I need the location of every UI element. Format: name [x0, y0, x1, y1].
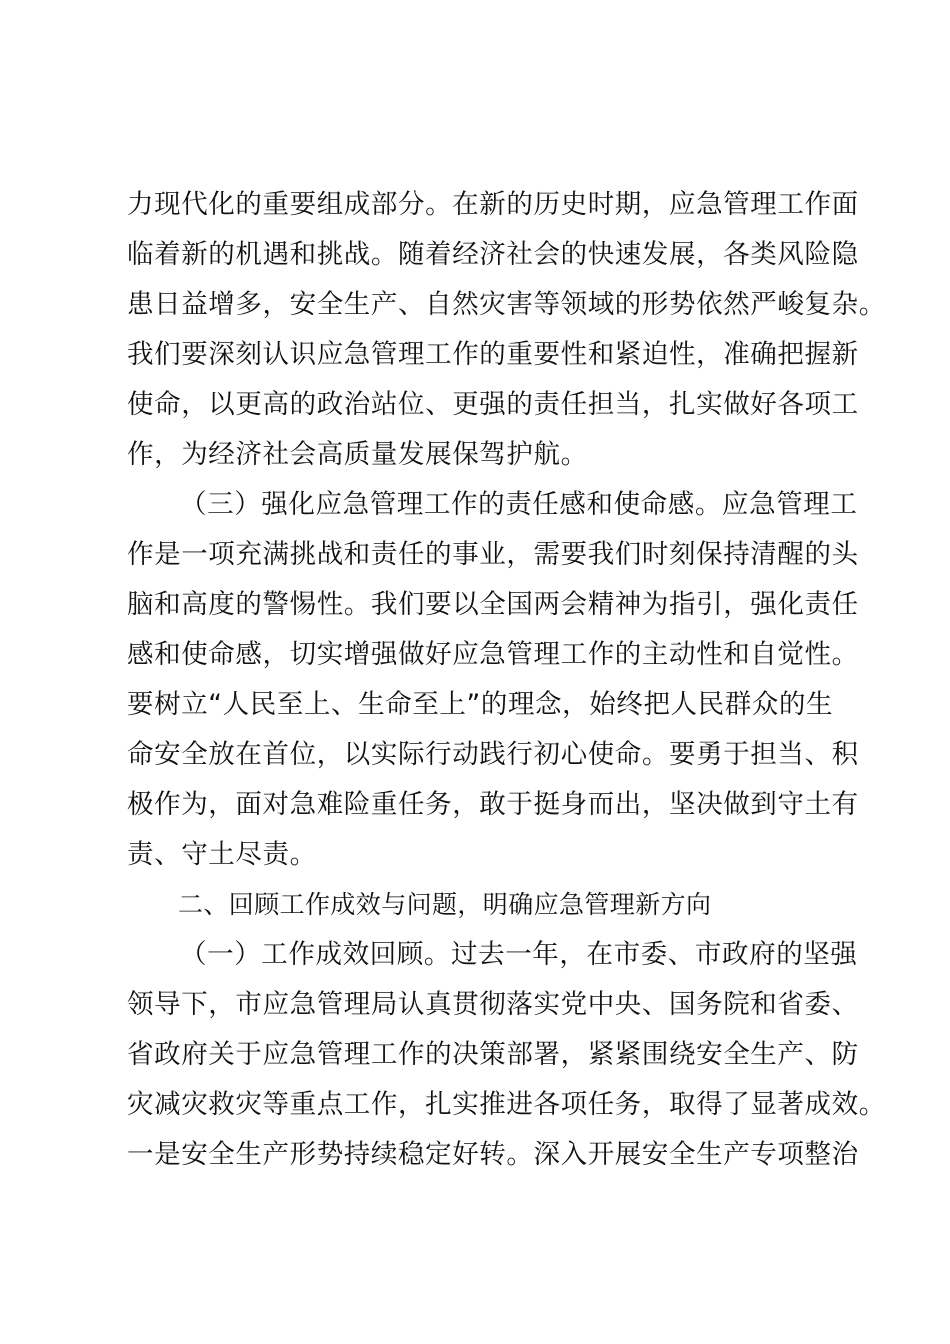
text-line-10: 感和使命感，切实增强做好应急管理工作的主动性和自觉性。	[127, 639, 859, 670]
text-line-20: 一是安全生产形势持续稳定好转。深入开展安全生产专项整治	[127, 1139, 859, 1170]
text-line-11: 要树立“人民至上、生命至上”的理念，始终把人民群众的生	[127, 689, 834, 720]
section-2-heading: 二、回顾工作成效与问题，明确应急管理新方向	[178, 890, 712, 919]
text-line-2: 临着新的机遇和挑战。随着经济社会的快速发展，各类风险隐	[127, 239, 859, 270]
text-line-5: 使命，以更高的政治站位、更强的责任担当，扎实做好各项工	[127, 389, 859, 420]
text-line-17: 领导下，市应急管理局认真贯彻落实党中央、国务院和省委、	[127, 989, 859, 1020]
text-line-18: 省政府关于应急管理工作的决策部署，紧紧围绕安全生产、防	[127, 1039, 859, 1070]
text-line-8: 作是一项充满挑战和责任的事业，需要我们时刻保持清醒的头	[127, 539, 859, 570]
text-line-9: 脑和高度的警惕性。我们要以全国两会精神为指引，强化责任	[127, 589, 859, 620]
text-line-13: 极作为，面对急难险重任务，敢于挺身而出，坚决做到守土有	[127, 789, 859, 820]
section-1-heading-line: （一）工作成效回顾。过去一年，在市委、市政府的坚强	[180, 939, 858, 970]
text-line-19: 灾减灾救灾等重点工作，扎实推进各项任务，取得了显著成效。	[127, 1089, 886, 1120]
text-line-3: 患日益增多，安全生产、自然灾害等领域的形势依然严峻复杂。	[127, 289, 886, 320]
text-line-14: 责、守土尽责。	[127, 839, 317, 870]
text-line-1: 力现代化的重要组成部分。在新的历史时期，应急管理工作面	[127, 189, 859, 220]
text-line-12: 命安全放在首位，以实际行动践行初心使命。要勇于担当、积	[127, 739, 859, 770]
section-3-heading-line: （三）强化应急管理工作的责任感和使命感。应急管理工	[180, 489, 858, 520]
text-line-6: 作，为经济社会高质量发展保驾护航。	[127, 439, 588, 470]
text-line-4: 我们要深刻认识应急管理工作的重要性和紧迫性，准确把握新	[127, 339, 859, 370]
